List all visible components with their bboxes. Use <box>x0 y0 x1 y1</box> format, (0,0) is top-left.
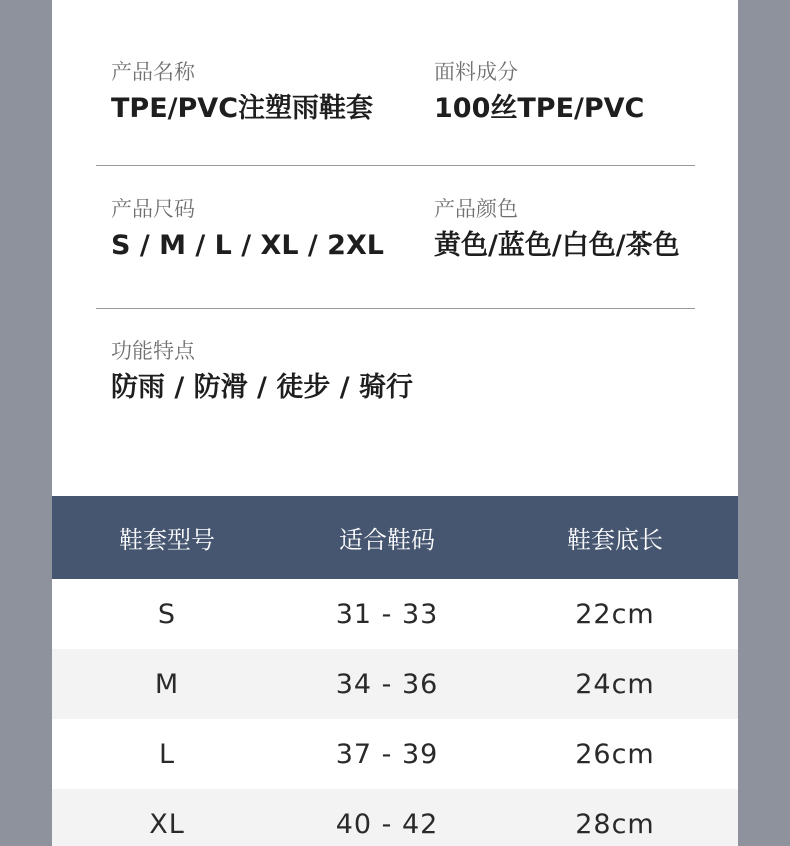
table-row <box>52 719 738 789</box>
spec-colors <box>434 199 680 259</box>
table-row <box>52 579 738 649</box>
spec-product-name <box>111 62 373 122</box>
spec-label: 产品名称 <box>111 60 195 84</box>
cell-sole-length: 22cm <box>575 598 655 630</box>
cell-shoe-size: 31 - 33 <box>335 598 439 630</box>
spec-features <box>111 341 413 401</box>
size-table <box>52 496 738 846</box>
spec-label: 面料成分 <box>434 60 518 84</box>
cell-sole-length: 24cm <box>575 668 655 700</box>
table-row <box>52 789 738 846</box>
cell-shoe-size: 37 - 39 <box>335 738 439 770</box>
divider <box>96 308 695 309</box>
cell-model: S <box>157 598 177 630</box>
spec-label: 产品颜色 <box>434 197 518 221</box>
product-info-card <box>52 0 738 846</box>
column-header-model: 鞋套型号 <box>119 526 215 554</box>
cell-model: XL <box>149 808 185 840</box>
spec-material <box>434 62 644 122</box>
cell-shoe-size: 34 - 36 <box>335 668 439 700</box>
spec-value: TPE/PVC注塑雨鞋套 <box>111 93 374 124</box>
spec-label: 功能特点 <box>111 339 195 363</box>
column-header-sole-length: 鞋套底长 <box>567 526 663 554</box>
spec-value: 100丝TPE/PVC <box>434 93 645 124</box>
spec-value: 黄色/蓝色/白色/茶色 <box>434 230 680 261</box>
spec-value: 防雨 / 防滑 / 徒步 / 骑行 <box>111 372 413 403</box>
spec-value: S / M / L / XL / 2XL <box>111 230 384 261</box>
table-row <box>52 649 738 719</box>
cell-shoe-size: 40 - 42 <box>335 808 439 840</box>
column-header-shoe-size: 适合鞋码 <box>339 526 435 554</box>
divider <box>96 165 695 166</box>
spec-label: 产品尺码 <box>111 197 195 221</box>
cell-sole-length: 26cm <box>575 738 655 770</box>
cell-model: M <box>154 668 180 700</box>
cell-sole-length: 28cm <box>575 808 655 840</box>
spec-sizes <box>111 199 384 259</box>
cell-model: L <box>158 738 176 770</box>
table-header <box>52 496 738 579</box>
